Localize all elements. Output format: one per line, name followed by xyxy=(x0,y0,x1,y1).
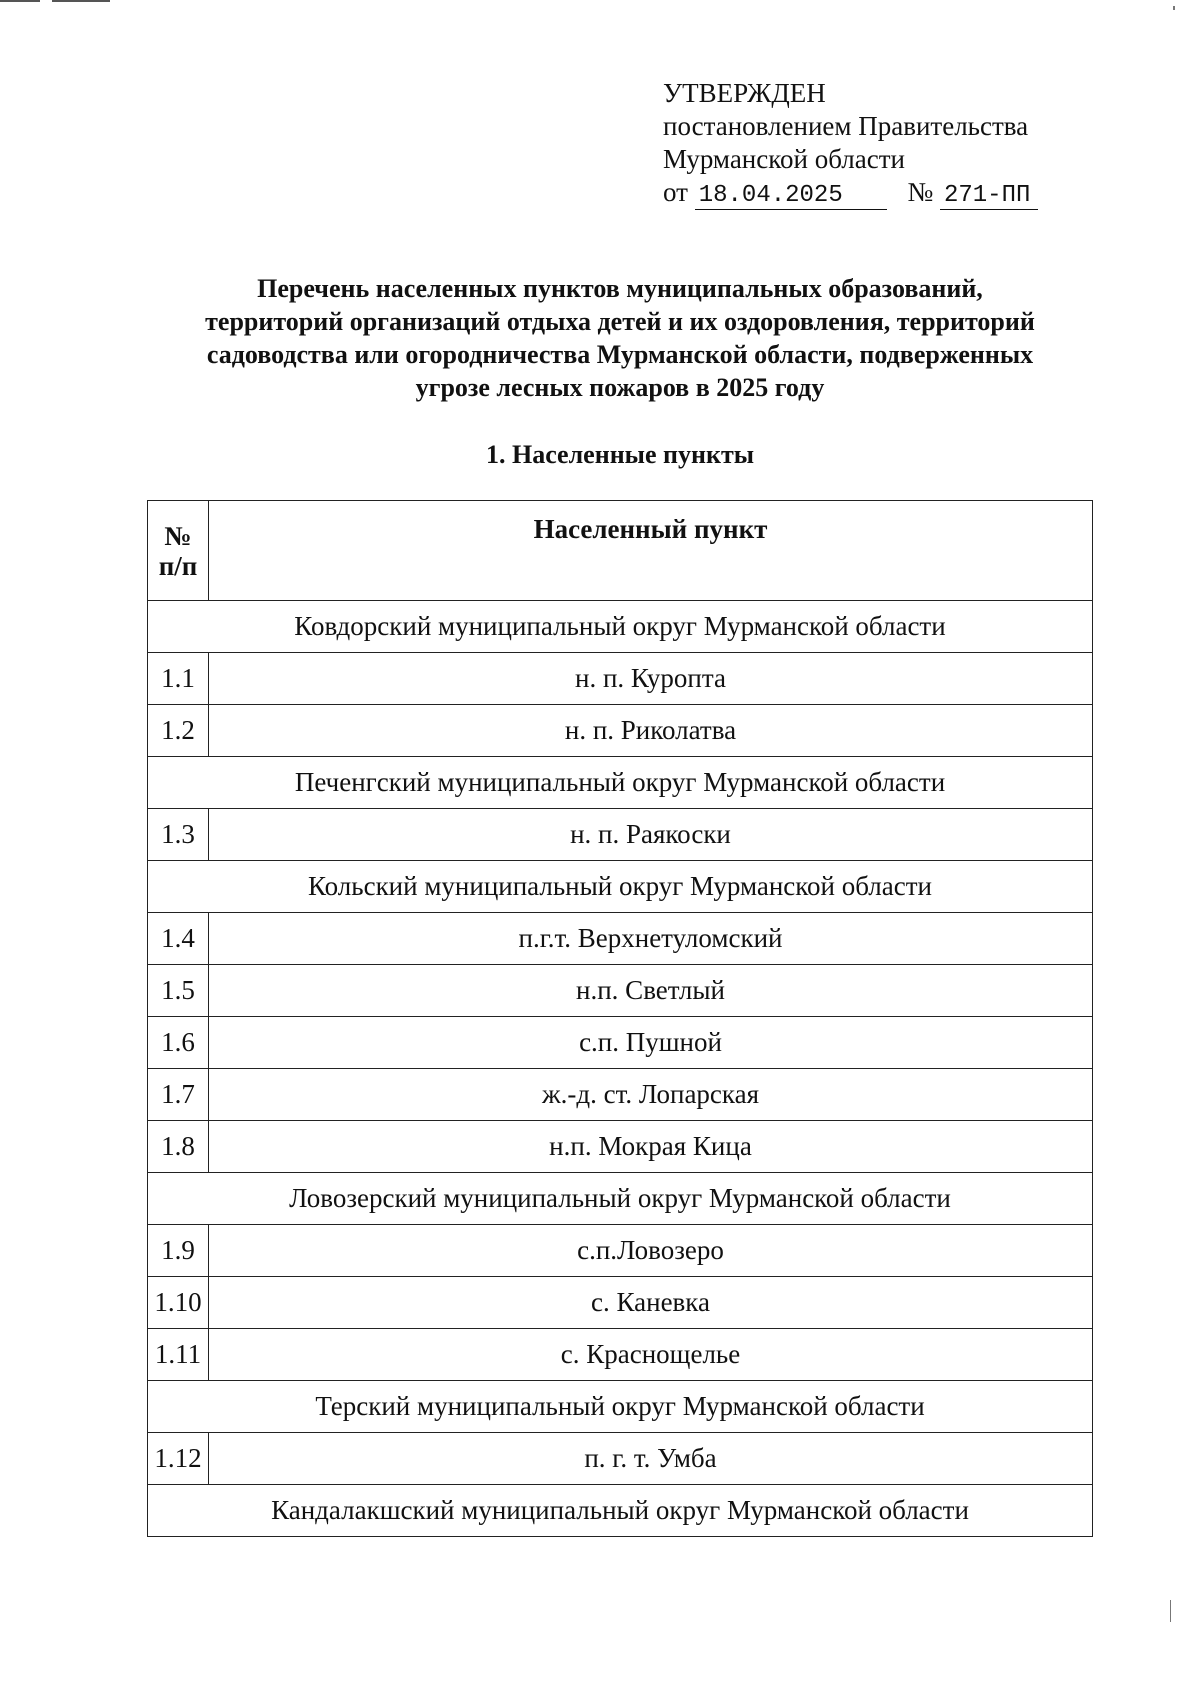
row-number: 1.5 xyxy=(148,965,209,1017)
municipal-district-label: Ковдорский муниципальный округ Мурманской области xyxy=(148,601,1093,653)
table-group-row xyxy=(148,1173,1093,1225)
approved-label: УТВЕРЖДЕН xyxy=(663,78,826,108)
document-title xyxy=(150,272,1090,404)
approved-by-line: постановлением Правительства xyxy=(663,111,1029,141)
approved-region-line: Мурманской области xyxy=(663,144,905,174)
settlement-name: н. п. Риколатва xyxy=(209,705,1093,757)
row-number: 1.12 xyxy=(148,1433,209,1485)
row-number: 1.4 xyxy=(148,913,209,965)
table-row xyxy=(148,653,1093,705)
table-group-row xyxy=(148,861,1093,913)
municipal-district-label: Кандалакшский муниципальный округ Мурманской области xyxy=(148,1485,1093,1537)
row-number: 1.11 xyxy=(148,1329,209,1381)
settlement-name: н.п. Светлый xyxy=(209,965,1093,1017)
header-number-abbrev: п/п xyxy=(158,550,198,581)
table-row xyxy=(148,1225,1093,1277)
header-settlement: Населенный пункт xyxy=(209,501,1093,601)
scan-artifact xyxy=(0,0,40,2)
table-row xyxy=(148,1121,1093,1173)
settlements-table xyxy=(147,500,1093,1537)
number-prefix: № xyxy=(907,177,934,207)
table-row xyxy=(148,809,1093,861)
settlement-name: п.г.т. Верхнетуломский xyxy=(209,913,1093,965)
section-title: 1. Населенные пункты xyxy=(485,440,755,469)
row-number: 1.3 xyxy=(148,809,209,861)
settlement-name: н. п. Раякоски xyxy=(209,809,1093,861)
table-group-row xyxy=(148,757,1093,809)
settlement-name: ж.-д. ст. Лопарская xyxy=(209,1069,1093,1121)
scan-artifact xyxy=(1170,1600,1171,1622)
municipal-district-label: Кольский муниципальный округ Мурманской области xyxy=(148,861,1093,913)
table-row xyxy=(148,1277,1093,1329)
row-number: 1.10 xyxy=(148,1277,209,1329)
approval-number: 271-ПП xyxy=(940,183,1038,210)
settlement-name: н.п. Мокрая Кица xyxy=(209,1121,1093,1173)
title-line: Перечень населенных пунктов муниципальных образований, xyxy=(257,274,983,303)
municipal-district-label: Ловозерский муниципальный округ Мурманской области xyxy=(148,1173,1093,1225)
approval-date: 18.04.2025 xyxy=(695,183,887,210)
settlement-name: с.п.Ловозеро xyxy=(209,1225,1093,1277)
table-row xyxy=(148,1329,1093,1381)
row-number: 1.6 xyxy=(148,1017,209,1069)
settlement-name: с. Каневка xyxy=(209,1277,1093,1329)
date-prefix: от xyxy=(663,177,688,207)
municipal-district-label: Терский муниципальный округ Мурманской области xyxy=(148,1381,1093,1433)
settlement-name: н. п. Куропта xyxy=(209,653,1093,705)
settlement-name: с.п. Пушной xyxy=(209,1017,1093,1069)
table-row xyxy=(148,1017,1093,1069)
row-number: 1.1 xyxy=(148,653,209,705)
municipal-district-label: Печенгский муниципальный округ Мурманской области xyxy=(148,757,1093,809)
table-group-row xyxy=(148,601,1093,653)
table-group-row xyxy=(148,1381,1093,1433)
header-number-symbol: № xyxy=(164,520,192,551)
settlement-name: с. Краснощелье xyxy=(209,1329,1093,1381)
table-row xyxy=(148,1069,1093,1121)
row-number: 1.7 xyxy=(148,1069,209,1121)
table-row xyxy=(148,1433,1093,1485)
table-row xyxy=(148,965,1093,1017)
row-number: 1.8 xyxy=(148,1121,209,1173)
table-row xyxy=(148,913,1093,965)
table-header-row xyxy=(148,501,1093,601)
header-number xyxy=(148,501,209,601)
row-number: 1.9 xyxy=(148,1225,209,1277)
title-line: угрозе лесных пожаров в 2025 году xyxy=(415,373,825,402)
title-line: территорий организаций отдыха детей и их оздоровления, территорий xyxy=(205,307,1035,336)
scan-artifact xyxy=(1173,6,1175,10)
scan-artifact xyxy=(52,0,110,2)
table-body xyxy=(148,601,1093,1537)
title-line: садоводства или огородничества Мурманской области, подверженных xyxy=(206,340,1034,369)
table-row xyxy=(148,705,1093,757)
approval-stamp xyxy=(663,77,1038,210)
approval-date-number-line xyxy=(663,176,1038,210)
table-group-row xyxy=(148,1485,1093,1537)
settlement-name: п. г. т. Умба xyxy=(209,1433,1093,1485)
row-number: 1.2 xyxy=(148,705,209,757)
